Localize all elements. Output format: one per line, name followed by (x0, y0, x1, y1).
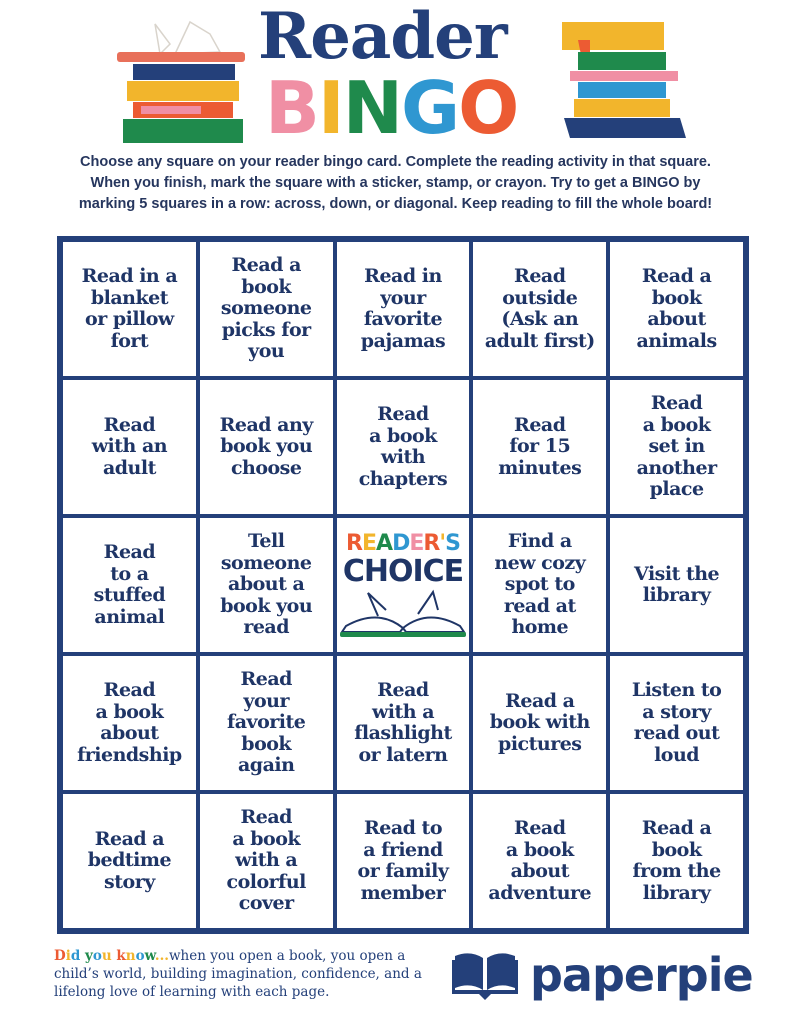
instructions: Choose any square on your reader bingo card. Complete the reading activity in that square. When you finish, mark the square with a sticker, stamp, or crayon. Try to get a BINGO by marking 5 squares in a row: across, down, or diagonal. Keep reading to fill the whole board! (78, 154, 713, 212)
readers-choice-letter: ' (439, 531, 446, 556)
paperpie-logo (452, 948, 753, 1002)
did-you-know-letter: o (92, 948, 102, 964)
did-you-know-letter: w (144, 948, 155, 964)
bingo-cell-text: Read a book from the library (632, 817, 721, 904)
bingo-cell[interactable] (200, 794, 333, 928)
did-you-know-letter: n (125, 948, 136, 964)
book-stack-left-icon (115, 14, 250, 146)
bingo-cell-text: Read your favorite book again (227, 668, 306, 777)
did-you-know-text: when you open a book, you open a child’s world, building imagination, confidence, and a lifelong love of learning with each page. (54, 948, 422, 1000)
bingo-letter: B (265, 66, 318, 150)
did-you-know-letter: d (70, 948, 81, 964)
bingo-cell[interactable] (610, 656, 743, 790)
did-you-know-letter: D (54, 948, 66, 964)
readers-choice-line2: CHOICE (342, 554, 464, 589)
readers-choice-line1 (346, 532, 460, 556)
bingo-letter: I (317, 66, 343, 150)
bingo-cell-text: Read with an adult (91, 413, 168, 479)
readers-choice-letter: S (445, 531, 460, 556)
bingo-cell[interactable] (337, 794, 470, 928)
bingo-cell-text: Read a bedtime story (87, 827, 172, 893)
bingo-cell[interactable] (63, 794, 196, 928)
title-reader: Reader (258, 0, 507, 74)
bingo-cell[interactable] (473, 656, 606, 790)
bingo-letter: O (458, 66, 518, 150)
readers-choice-letter: E (362, 531, 377, 556)
bingo-cell[interactable] (200, 380, 333, 514)
bingo-cell-text: Read a book someone picks for you (220, 254, 312, 363)
bingo-board (57, 236, 749, 934)
bingo-cell-text: Read with a flashlight or latern (354, 679, 452, 766)
bingo-cell-text: Listen to a story read out loud (631, 679, 722, 766)
readers-choice-letter: R (346, 531, 362, 556)
open-book-icon (338, 588, 468, 638)
bingo-cell-text: Read a book with chapters (358, 403, 448, 490)
header (0, 0, 791, 220)
bingo-cell-text: Read in your favorite pajamas (360, 265, 446, 352)
bingo-cell-text: Tell someone about a book you read (220, 530, 313, 639)
did-you-know-letter: i (65, 948, 71, 964)
bingo-cell-readers-choice[interactable] (337, 518, 470, 652)
bingo-cell-text: Read for 15 minutes (498, 413, 582, 479)
bingo-cell[interactable] (337, 656, 470, 790)
did-you-know-letter: y (85, 948, 93, 964)
bingo-cell[interactable] (63, 242, 196, 376)
bingo-cell-text: Read any book you choose (219, 413, 313, 479)
did-you-know-letter: u (101, 948, 112, 964)
book-stack-right-icon (560, 20, 690, 142)
bingo-letter: G (400, 66, 459, 150)
bingo-cell[interactable] (337, 242, 470, 376)
readers-choice-letter: R (423, 531, 440, 556)
bingo-cell[interactable] (610, 242, 743, 376)
bingo-cell[interactable] (610, 380, 743, 514)
bingo-cell-text: Visit the library (634, 562, 720, 606)
bingo-cell[interactable] (63, 380, 196, 514)
readers-choice-letter: D (392, 531, 410, 556)
did-you-know-letter: ... (154, 948, 169, 964)
open-book-logo-icon (452, 950, 518, 1000)
bingo-cell-text: Read outside (Ask an adult first) (484, 265, 595, 352)
bingo-cell[interactable] (610, 794, 743, 928)
bingo-letter: N (342, 66, 401, 150)
bingo-cell-text: Read in a blanket or pillow fort (81, 265, 178, 352)
bingo-cell-text: Read a book about adventure (488, 817, 592, 904)
bingo-cell-text: Read a book about animals (636, 265, 717, 352)
did-you-know-letter: k (116, 948, 126, 964)
bingo-cell-text: Find a new cozy spot to read at home (494, 530, 586, 639)
bingo-cell[interactable] (473, 242, 606, 376)
bingo-cell[interactable] (200, 656, 333, 790)
bingo-cell[interactable] (200, 242, 333, 376)
bingo-cell[interactable] (337, 380, 470, 514)
did-you-know-letter: o (135, 948, 145, 964)
bingo-cell[interactable] (63, 656, 196, 790)
did-you-know-heading (54, 948, 169, 964)
bingo-cell-text: Read a book set in another place (636, 392, 717, 501)
bingo-cell-text: Read a book with pictures (489, 689, 590, 755)
bingo-cell-text: Read a book about friendship (77, 679, 182, 766)
bingo-cell[interactable] (473, 794, 606, 928)
did-you-know (54, 947, 439, 1001)
title-bingo (265, 66, 518, 150)
bingo-cell-text: Read to a stuffed animal (93, 541, 166, 628)
bingo-cell[interactable] (610, 518, 743, 652)
bingo-cell[interactable] (473, 518, 606, 652)
readers-choice-letter: A (376, 531, 393, 556)
bingo-cell[interactable] (200, 518, 333, 652)
readers-choice-letter: E (409, 531, 424, 556)
bingo-cell-text: Read a book with a colorful cover (226, 806, 306, 915)
bingo-cell[interactable] (473, 380, 606, 514)
bingo-cell[interactable] (63, 518, 196, 652)
brand-name: paperpie (530, 948, 753, 1002)
bingo-cell-text: Read to a friend or family member (357, 817, 449, 904)
